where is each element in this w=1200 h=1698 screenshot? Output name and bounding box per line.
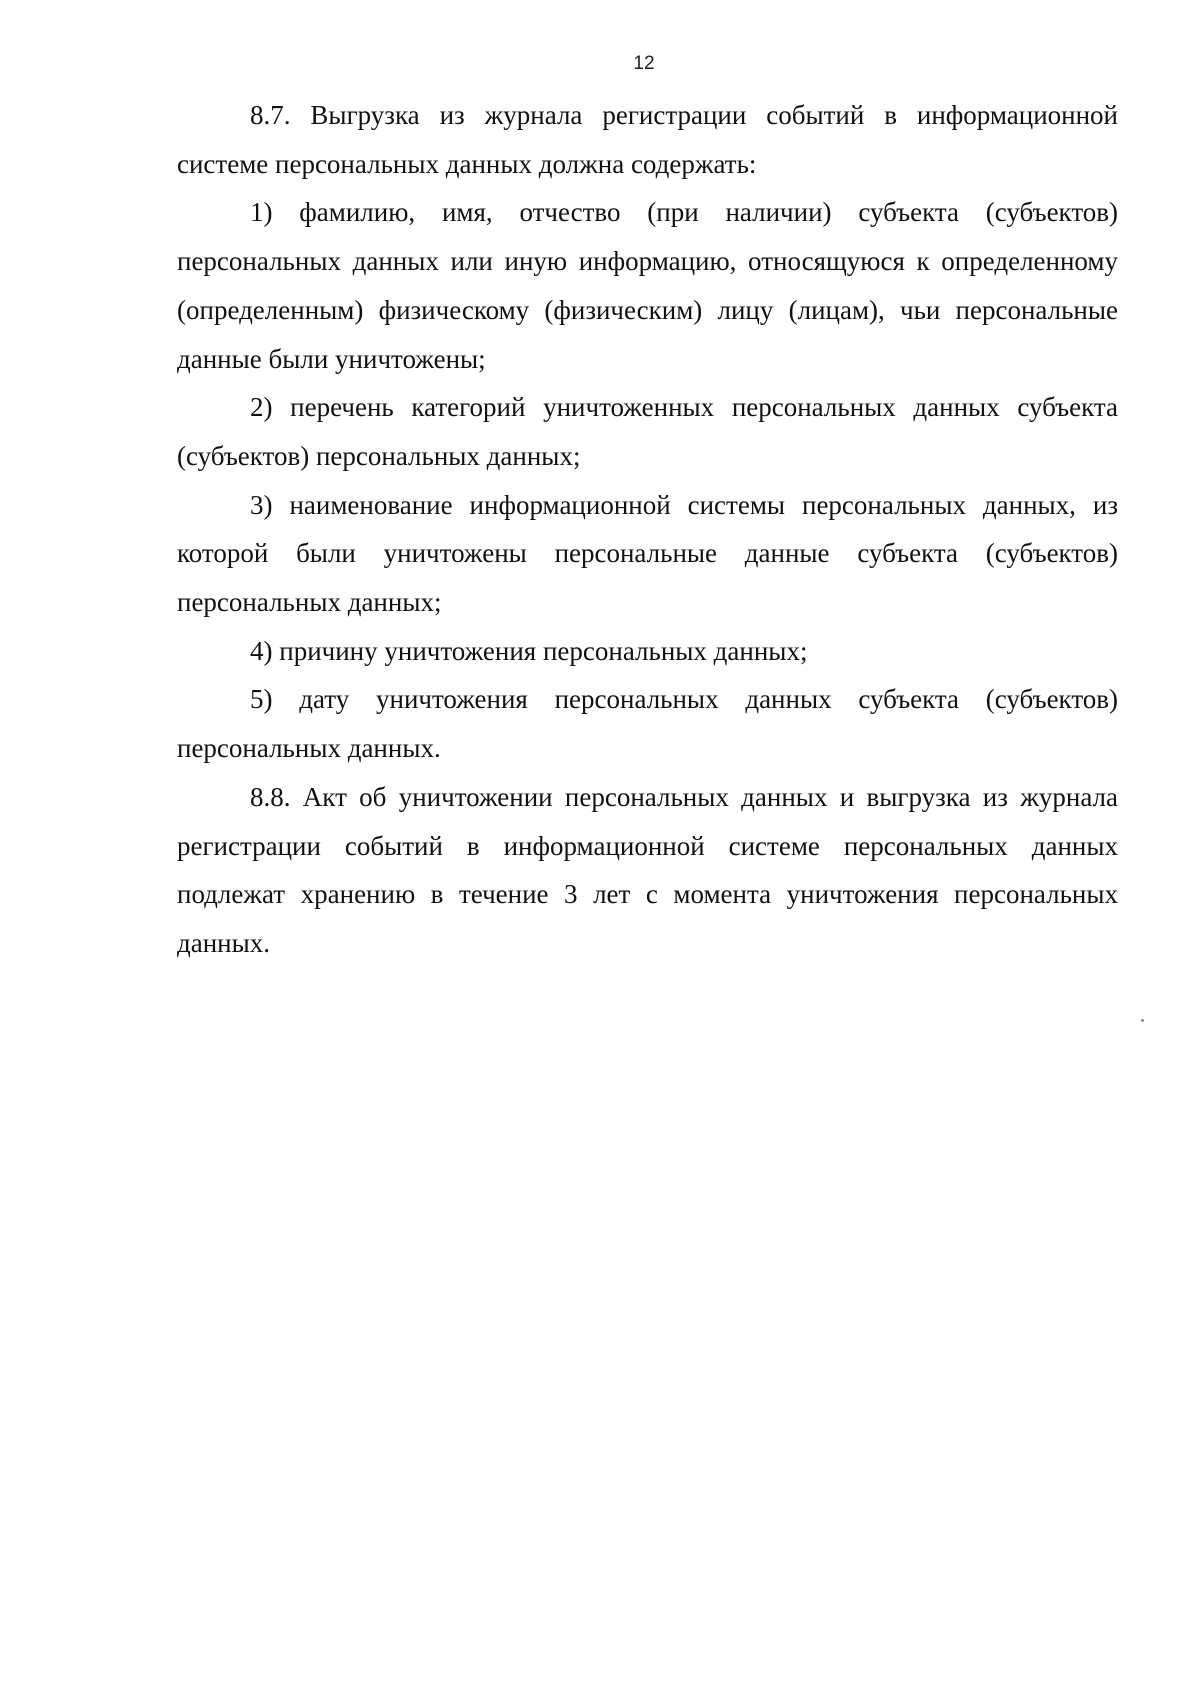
- list-item-5: 5) дату уничтожения персональных данных субъекта (субъектов) персональных данных.: [177, 684, 1118, 764]
- paragraph-8-8: 8.8. Акт об уничтожении персональных данных и выгрузка из журнала регистрации событий в информационной системе персональных данных подлежат хранению в течение 3 лет с момента уничтожения персональных данных.: [177, 781, 1118, 958]
- scan-speck: [1141, 1019, 1144, 1022]
- document-body: [177, 91, 1118, 968]
- list-item-3: 3) наименование информационной системы персональных данных, из которой были уничтожены персональные данные субъекта (субъектов) персональных данных;: [177, 489, 1118, 618]
- list-item-1: 1) фамилию, имя, отчество (при наличии) субъекта (субъектов) персональных данных или иную информацию, относящуюся к определенному (определенным) физическому (физическим) лицу (лицам), чьи персональные данные были уничтожены;: [177, 197, 1118, 374]
- paragraph-8-7: 8.7. Выгрузка из журнала регистрации событий в информационной системе персональных данных должна содержать:: [177, 100, 1118, 179]
- list-item-4: 4) причину уничтожения персональных данных;: [250, 635, 808, 666]
- page-number: 12: [633, 53, 655, 74]
- list-item-2: 2) перечень категорий уничтоженных персональных данных субъекта (субъектов) персональных данных;: [177, 392, 1118, 471]
